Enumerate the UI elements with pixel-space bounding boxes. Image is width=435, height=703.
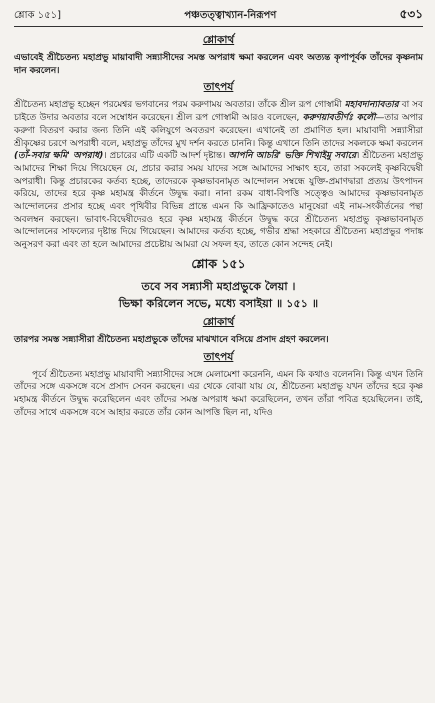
purport-heading-1: তাৎপর্য — [203, 81, 234, 94]
verse-title: শ্লোক ১৫১ — [191, 255, 246, 271]
verse-line-2: ভিক্ষা করিলেন সভে, মধ্যে বসাইয়া ॥ ১৫১ ॥ — [118, 296, 319, 310]
quote-ksami-aparadha: (তাঁ-সবার ক্ষমি' অপরাধ) — [14, 151, 104, 162]
translation-heading-1: শ্লোকার্থ — [202, 34, 235, 46]
quote-mahavadanya: মহাবদান্যাবতার — [344, 100, 399, 111]
header-page-number: ৫৩১ — [399, 7, 423, 21]
translation-text-1: এভাবেই শ্রীচৈতন্য মহাপ্রভু মায়াবাদী সন্ন্যাসীদের সমস্ত অপরাধ ক্ষমা করলেন এবং অত্যন্ত কৃপাপূর্বক তাঁদের কৃষ্ণনাম দান করলেন। — [14, 53, 423, 76]
header-chapter-title: পঞ্চতত্ত্বাখ্যান-নিরূপণ — [184, 10, 277, 21]
purport-text-2: পূর্বে শ্রীচৈতন্য মহাপ্রভু মায়াবাদী সন্ন্যাসীদের সঙ্গে মেলামেশা করেননি, এমন কি কথাও বলেননি। কিন্তু এখন তিনি তাঁদের সঙ্গে একসঙ্গে বসে প্রসাদ সেবন করছেন। এর থেকে বোঝা যায় যে, শ্রীচৈতন্য মহাপ্রভু যখন তাঁদের হরে কৃষ্ণ মহামন্ত্র কীর্তনে উদ্বুদ্ধ করেছিলেন এবং তাঁদের সমস্ত অপরাধ ক্ষমা করেছিলেন, তখন তাঁরা পবিত্র হয়েছিলেন। তাই, তাঁদের সাথে একসঙ্গে বসে আহার করতে তাঁর কোন আপত্তি ছিল না, যদিও — [14, 369, 423, 418]
translation-text-2: তারপর সমস্ত সন্ন্যাসীরা শ্রীচৈতন্য মহাপ্রভুকে তাঁদের মাঝখানে বসিয়ে প্রসাদ গ্রহণ করলেন। — [14, 334, 329, 345]
quote-karunaya: করুণয়াবতীর্ণঃ কলৌ — [302, 113, 376, 124]
page-header — [14, 6, 423, 24]
header-rule — [14, 26, 423, 27]
verse-line-1: তবে সব সন্ন্যাসী মহাপ্রভুকে লৈয়া । — [141, 279, 296, 293]
quote-apani-acari: আপনি আচরি' ভক্তি শিখাইমু সবারে — [228, 151, 357, 162]
purport-heading-2: তাৎপর্য — [203, 350, 234, 363]
translation-heading-2: শ্লোকার্থ — [202, 315, 235, 328]
purport-text-1: শ্রীচৈতন্য মহাপ্রভু হচ্ছেন পরমেশ্বর ভগবানের পরম করুণাময় অবতার। তাঁকে শ্রীল রূপ গোস্বামী মহাবদান্যাবতার বা সব চাইতে উদার অবতার বলে সম্বোধন করেছেন। শ্রীল রূপ গোস্বামী আরও বলেছেন, করুণয়াবতীর্ণঃ কলৌ—তার অপার করুণা বিতরণ করার জন্য তিনি এই কলিযুগে অবতরণ করেছেন। এখানেই তা প্রমাণিত হল। মায়াবাদী সন্ন্যাসীরা শ্রীকৃষ্ণের চরণে অপরাধী বলে, মহাপ্রভু তাঁদের মুখ দর্শন করতে চাননি। কিন্তু এখানে তিনি তাদের সকলকে ক্ষমা করলেন (তাঁ-সবার ক্ষমি' অপরাধ)। প্রচারের এটি একটি আদর্শ দৃষ্টান্ত। আপনি আচরি' ভক্তি শিখাইমু সবারে। শ্রীচৈতন্য মহাপ্রভু আমাদের শিক্ষা দিয়ে গিয়েছেন যে, প্রচার করার সময় যাদের সঙ্গে আমাদের সাক্ষাৎ হবে, তারা সকলেই কৃষ্ণবিদ্বেষী অপরাধী। কিন্তু প্রচারকের কর্তব্য হচ্ছে, তাদেরকে কৃষ্ণভাবনামৃত আন্দোলন সম্বন্ধে যুক্তি-প্রমাণদ্বারা প্রত্যয় উৎপাদন করিয়ে, তাদের হরে কৃষ্ণ মহামন্ত্র কীর্তনে উদ্বুদ্ধ করা। নানা রকম বাধা-বিপত্তি সত্ত্বেও আমাদের কৃষ্ণভাবনামৃত আন্দোলনের প্রসার হচ্ছে এবং পৃথিবীর বিভিন্ন প্রান্তে এমন কি আফ্রিকাতেও মানুষেরা এই নাম-সংকীর্তনের পন্থা অবলম্বন করছেন। ভাবাৎ-বিদ্বেষীদেরও হরে কৃষ্ণ মহামন্ত্র কীর্তনে উদ্বুদ্ধ করে শ্রীচৈতন্য মহাপ্রভু কৃষ্ণভাবনামৃত আন্দোলনের সাফল্যের দৃষ্টান্ত দিয়ে গিয়েছেন। আমাদের কর্তব্য হচ্ছে, গভীর শ্রদ্ধা সহকারে শ্রীচৈতন্য মহাপ্রভুর পদাঙ্ক অনুসরণ করা এবং তা হলে আমাদের প্রচেষ্টায় আমরা যে সফল হব, তাতে কোন সন্দেহ নেই। — [14, 100, 424, 251]
header-verse-ref: শ্লোক ১৫১] — [14, 10, 62, 21]
